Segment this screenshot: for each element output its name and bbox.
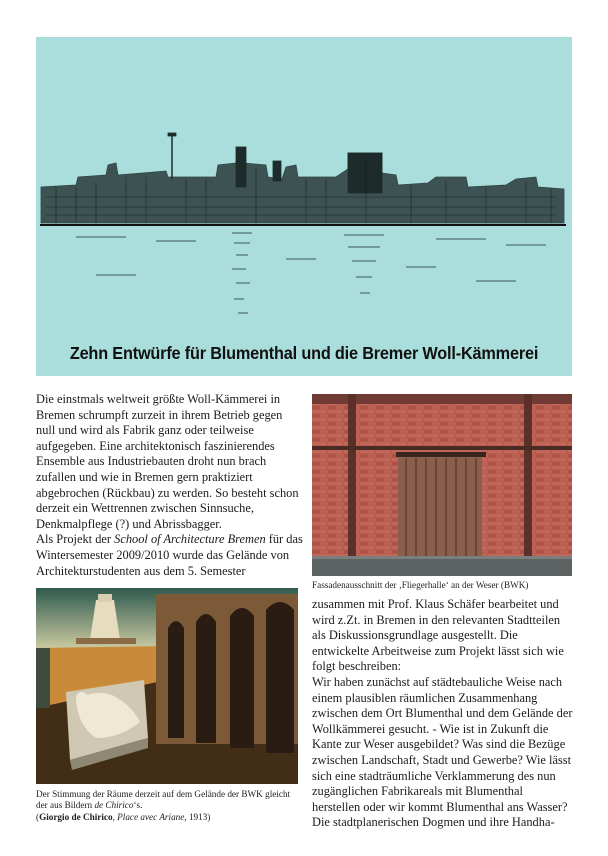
project-suffix: für das Wintersemester 2009/2010 wurde das Gelände von Architekturstudenten aus dem 5. Semester <box>36 532 303 578</box>
de-chirico-painting-icon <box>36 588 298 784</box>
credit-sep: , <box>112 811 118 822</box>
hero-banner <box>36 37 572 376</box>
facade-photo <box>312 394 572 576</box>
brick-facade-photo-icon <box>312 394 572 576</box>
painting-caption-artist: de Chirico <box>94 800 134 811</box>
credit-year: , 1913) <box>184 811 211 822</box>
body-paragraph-2: Wir haben zunächst auf städtebauliche Weise nach einem plausiblen räumlichen Zusammenhang zwischen dem Ort Blumenthal und dem Gelände der Wollkämmerei gesucht. - Wie ist in Zukunft die Kante zur Weser ausgebildet? Was sind die Bezüge zwischen Landschaft, Stadt und Gewerbe? Wie lässt sich eine stadträumliche Verklammerung des nun zugänglichen Fabrikareals mit Blumenthal herstellen oder wir kommt Blumenthal ans Wasser? <box>312 674 573 814</box>
painting-image <box>36 588 298 784</box>
facade-caption: Fassadenausschnitt der ‚Fliegerhalle‘ an der Weser (BWK) <box>312 580 529 590</box>
intro-paragraph <box>36 392 304 532</box>
skyline-sketch-icon <box>36 37 572 337</box>
painting-caption-end: ‘s. <box>133 800 143 811</box>
project-paragraph <box>36 532 304 579</box>
project-prefix: Als Projekt der <box>36 532 115 547</box>
school-name: School of Architecture Bremen <box>114 532 266 547</box>
painting-caption-text: Der Stimmung der Räume derzeit auf dem Gelände der BWK gleicht der aus Bildern <box>36 789 291 811</box>
credit-open: ( <box>36 811 40 822</box>
intro-text-before: Die einstmals weltweit größte Woll-Kämmerei in Bremen schrumpft zurzeit in ihrem Betrieb gegen null und wird als Fabrik ganz oder teilweise aufgegeben. Eine architektonisch faszinierendes Ensemble aus Industriebauten droht nun brach zufallen und wie in Bremen gern praktiziert abgebrochen (Rückbau) zu werden. So besteht schon derzeit ein Wettrennen zwischen Sinnsuche, Denkmalpflege (?) und Abrissbagger. <box>36 392 299 531</box>
intro-text <box>36 392 304 579</box>
page-title: Zehn Entwürfe für Blumenthal und die Bremer Woll-Kämmerei <box>69 343 539 363</box>
body-paragraph-3: Die stadtplanerischen Dogmen und ihre Handha- <box>312 815 555 830</box>
credit-author: Giorgio de Chirico <box>39 811 113 822</box>
credit-title: Place avec Ariane <box>117 811 185 822</box>
body-paragraph-1: zusammen mit Prof. Klaus Schäfer bearbeitet und wird z.Zt. in Bremen in den relevanten Stadtteilen als Diskussionsgrundlage ausgestellt. Die entwickelte Arbeitweise zum Projekt lässt sich wie folgt beschreiben: <box>312 597 564 674</box>
painting-caption <box>36 789 304 823</box>
body-text <box>312 597 574 831</box>
